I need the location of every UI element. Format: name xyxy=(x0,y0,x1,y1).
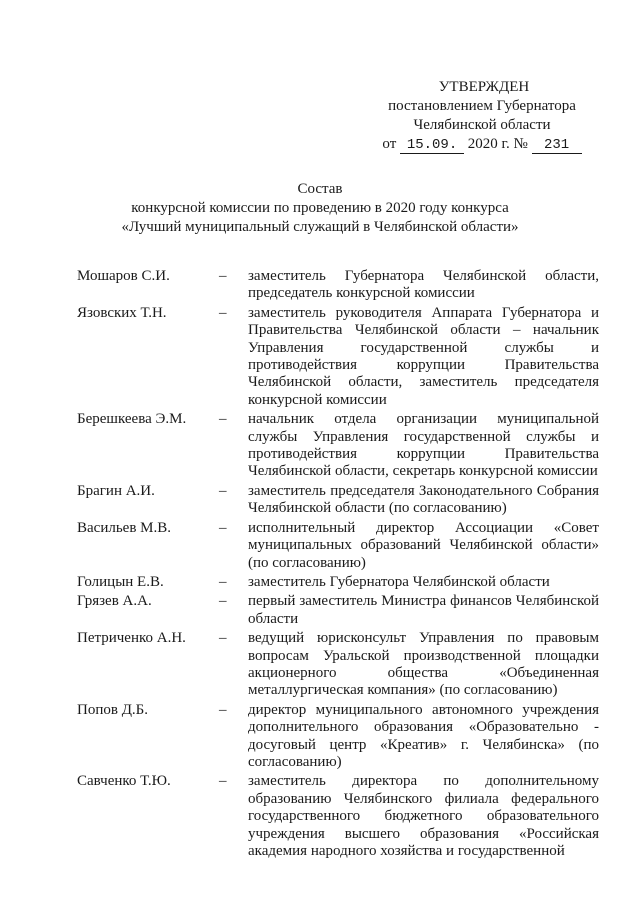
member-role: заместитель председателя Законодательного Собрания Челябинской области (по согласованию) xyxy=(248,482,599,517)
approval-date-line xyxy=(372,135,592,154)
member-row xyxy=(77,773,599,860)
member-row xyxy=(77,630,599,700)
member-row xyxy=(77,305,599,409)
member-name: Брагин А.И. xyxy=(77,482,155,499)
member-row xyxy=(77,411,599,481)
member-role: заместитель Губернатора Челябинской области, председатель конкурсной комиссии xyxy=(248,268,599,302)
member-row xyxy=(77,483,599,518)
from-label: от xyxy=(382,136,397,152)
member-name: Попов Д.Б. xyxy=(77,701,149,718)
member-role: заместитель Губернатора Челябинской области xyxy=(248,573,550,590)
member-role: заместитель руководителя Аппарата Губернатора и Правительства Челябинской области – начальник Управления государственной службы и противодействия коррупции Правительства Челябинской области, заместитель председателя конкурсной комиссии xyxy=(248,304,599,408)
approval-line-region: Челябинской области xyxy=(413,117,551,133)
document-title xyxy=(0,180,640,237)
member-row xyxy=(77,574,599,591)
member-role: первый заместитель Министра финансов Челябинской области xyxy=(248,593,599,627)
member-name: Грязев А.А. xyxy=(77,593,152,610)
member-dash: – xyxy=(219,573,227,590)
member-name: Васильев М.В. xyxy=(77,519,172,536)
member-name: Язовских Т.Н. xyxy=(77,304,167,321)
member-role: начальник отдела организации муниципальной службы Управления государственной службы и противодействия коррупции Правительства Челябинской области, секретарь конкурсной комиссии xyxy=(248,411,599,480)
member-dash: – xyxy=(219,773,227,790)
title-line-2: конкурсной комиссии по проведению в 2020 году конкурса xyxy=(131,200,509,216)
member-dash: – xyxy=(219,593,227,610)
member-row xyxy=(77,593,599,628)
member-name: Савченко Т.Ю. xyxy=(77,773,171,790)
member-dash: – xyxy=(219,519,227,536)
member-name: Берешкеева Э.М. xyxy=(77,411,187,428)
member-dash: – xyxy=(219,411,227,428)
member-row xyxy=(77,702,599,772)
member-role: исполнительный директор Ассоциации «Совет муниципальных образований Челябинской области» (по согласованию) xyxy=(248,519,599,571)
approval-line-resolution: постановлением Губернатора xyxy=(388,98,576,114)
member-role: ведущий юрисконсульт Управления по правовым вопросам Уральской производственной площадки акционерного общества «Объединенная металлургическая компания» (по согласованию) xyxy=(248,630,599,699)
approval-number: 231 xyxy=(532,138,582,154)
member-dash: – xyxy=(219,304,227,321)
member-role: заместитель директора по дополнительному образованию Челябинского филиала федерального государственного бюджетного образовательного учреждения высшего образования «Российская академия народного хозяйства и государственной xyxy=(248,773,599,859)
approval-year-text: 2020 г. № xyxy=(467,136,528,152)
member-dash: – xyxy=(219,268,227,284)
approval-date: 15.09. xyxy=(400,138,464,154)
member-dash: – xyxy=(219,701,227,718)
title-line-1: Состав xyxy=(297,181,343,197)
member-dash: – xyxy=(219,482,227,499)
members-list xyxy=(77,268,599,862)
approved-heading: УТВЕРЖДЕН xyxy=(438,79,530,95)
title-line-3: «Лучший муниципальный служащий в Челябинской области» xyxy=(121,219,519,235)
member-name: Петриченко А.Н. xyxy=(77,630,186,647)
member-row xyxy=(77,520,599,572)
member-role: директор муниципального автономного учреждения дополнительного образования «Образовательно - досуговый центр «Креатив» г. Челябинска» (по согласованию) xyxy=(248,701,599,770)
approval-block xyxy=(372,78,592,154)
member-dash: – xyxy=(219,630,227,647)
member-name: Мошаров С.И. xyxy=(77,268,170,284)
member-row xyxy=(77,268,599,303)
member-name: Голицын Е.В. xyxy=(77,573,164,590)
